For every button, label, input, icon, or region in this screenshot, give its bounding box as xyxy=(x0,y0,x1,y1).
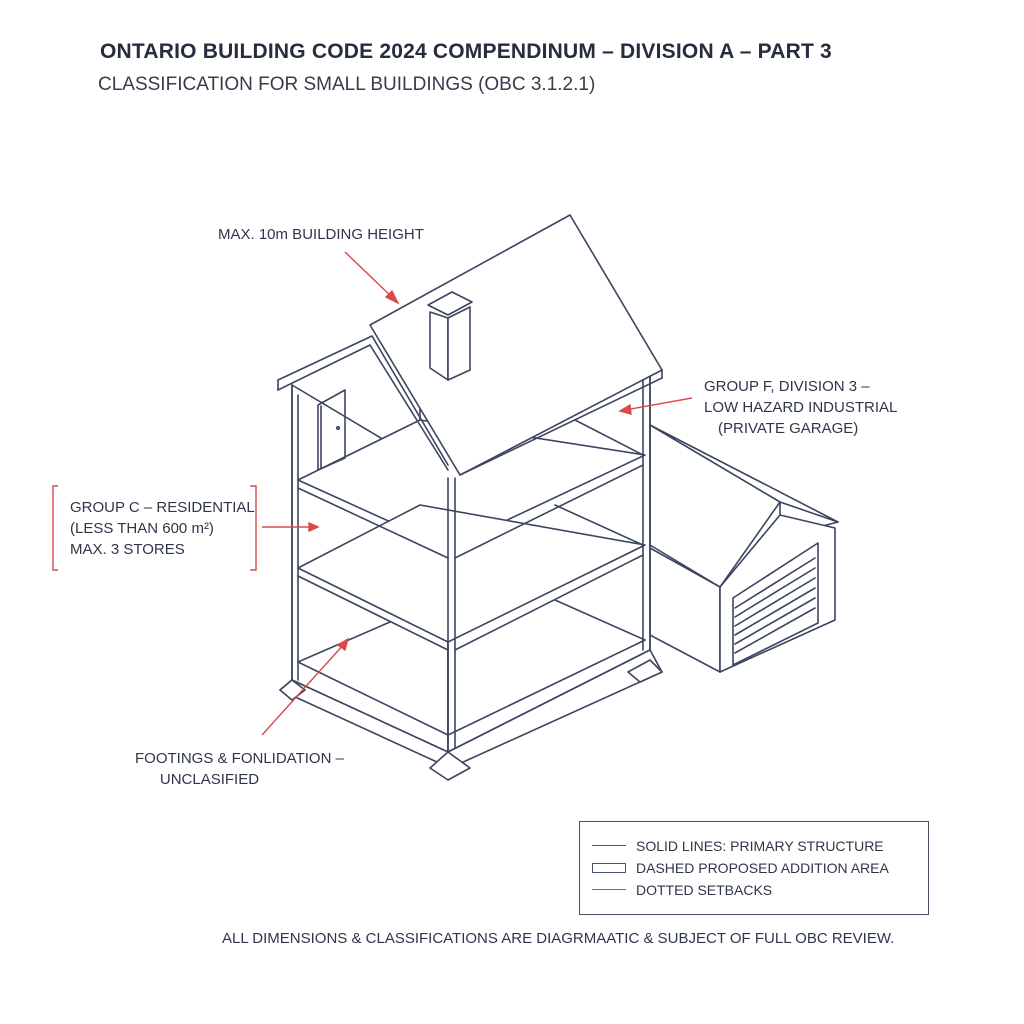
legend-label-solid: SOLID LINES: PRIMARY STRUCTURE xyxy=(636,838,884,854)
legend-label-dashed: DASHED PROPOSED ADDITION AREA xyxy=(636,860,889,876)
garage-structure xyxy=(650,425,838,672)
annotation-footings-line2: UNCLASIFIED xyxy=(159,771,260,788)
annotation-residential-line2: (LESS THAN 600 m²) xyxy=(70,520,214,537)
page-title: ONTARIO BUILDING CODE 2024 COMPENDINUM – DIVISION A – PART 3 xyxy=(100,40,832,63)
annotation-residential-line3: MAX. 3 STORES xyxy=(70,541,185,558)
legend-item-solid xyxy=(592,836,884,856)
annotation-height-text: MAX. 10m BUILDING HEIGHT xyxy=(218,226,424,243)
box-line-icon xyxy=(592,863,626,873)
legend xyxy=(579,821,929,915)
legend-item-dashed xyxy=(592,858,889,878)
annotation-footings xyxy=(135,748,344,790)
legend-item-dotted xyxy=(592,880,772,900)
solid-line-icon xyxy=(592,839,626,853)
annotation-garage-line1: GROUP F, DIVISION 3 – xyxy=(704,378,870,395)
left-bracket xyxy=(53,486,58,570)
annotation-garage xyxy=(704,376,897,439)
footer-note: ALL DIMENSIONS & CLASSIFICATIONS ARE DIAGRMAATIC & SUBJECT OF FULL OBC REVIEW. xyxy=(222,930,895,947)
annotation-garage-line3: (PRIVATE GARAGE) xyxy=(718,420,859,437)
annotation-residential xyxy=(70,497,255,560)
page-subtitle: CLASSIFICATION FOR SMALL BUILDINGS (OBC 3.1.2.1) xyxy=(98,74,596,95)
annotation-garage-line2: LOW HAZARD INDUSTRIAL xyxy=(704,399,898,416)
legend-label-dotted: DOTTED SETBACKS xyxy=(636,882,773,898)
annotation-residential-line1: GROUP C – RESIDENTIAL xyxy=(70,499,255,516)
annotation-height xyxy=(218,224,424,245)
annotation-footings-line1: FOOTINGS & FONLIDATION – xyxy=(135,750,344,767)
height-leader xyxy=(345,252,395,300)
red-line-icon xyxy=(592,883,626,897)
